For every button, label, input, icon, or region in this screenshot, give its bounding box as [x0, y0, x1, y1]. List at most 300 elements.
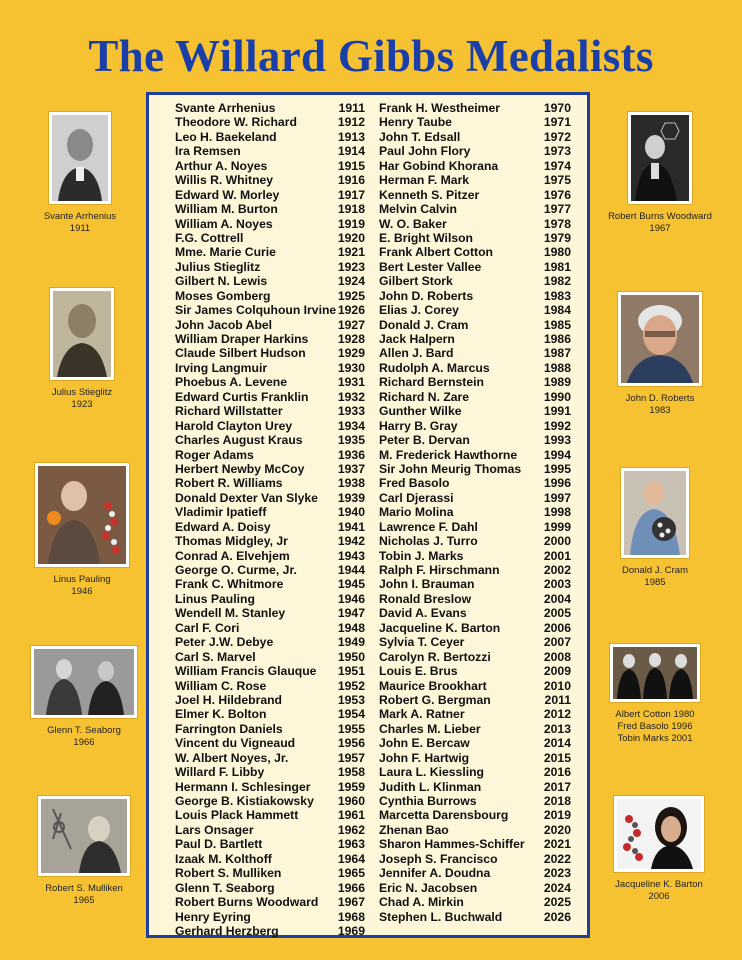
medalist-name: John Jacob Abel — [175, 317, 273, 332]
medalist-row — [379, 621, 571, 635]
medalist-year: 1966 — [337, 880, 365, 895]
medalist-row — [379, 217, 571, 231]
medalist-year: 1968 — [337, 909, 365, 924]
medalist-year: 1949 — [337, 635, 365, 650]
medalist-year: 1981 — [543, 259, 571, 274]
medalist-name: John T. Edsall — [379, 129, 461, 144]
medalist-year: 2018 — [543, 794, 571, 808]
medalist-name: Theodore W. Richard — [175, 115, 297, 130]
medalist-year: 1928 — [337, 332, 365, 346]
medalist-year: 1971 — [543, 115, 571, 130]
seaborg-photo-icon — [31, 646, 137, 718]
medalist-year: 1931 — [337, 375, 365, 390]
medalist-column-2 — [379, 101, 571, 924]
medalist-year: 1977 — [543, 202, 571, 217]
medalist-row — [379, 808, 571, 822]
medalist-row — [175, 808, 365, 822]
medalist-name: Henry Taube — [379, 115, 452, 130]
photo-caption: Julius Stieglitz 1923 — [51, 387, 113, 410]
medalist-year: 1912 — [337, 115, 365, 130]
medalist-row — [379, 606, 571, 620]
medalist-year: 1933 — [337, 404, 365, 419]
medalist-year: 2011 — [544, 692, 571, 707]
medalist-name: Mme. Marie Curie — [175, 245, 276, 260]
medalist-row — [379, 751, 571, 765]
medalist-name: Joseph S. Francisco — [379, 851, 498, 866]
medalist-year: 1962 — [337, 822, 365, 837]
medalist-name: Henry Eyring — [175, 909, 251, 924]
medalist-name: Donald J. Cram — [379, 317, 469, 332]
medalist-row — [379, 837, 571, 851]
medalist-name: Nicholas J. Turro — [379, 534, 478, 549]
medalist-name: Edward A. Doisy — [175, 519, 271, 534]
medalist-year: 2013 — [543, 721, 571, 736]
medalist-name: Melvin Calvin — [379, 202, 457, 217]
photo-card-cotton-basolo-marks — [596, 644, 714, 745]
medalist-row — [175, 520, 365, 534]
medalist-name: Mark A. Ratner — [379, 707, 465, 722]
medalist-row — [175, 289, 365, 303]
medalist-year: 1935 — [337, 433, 365, 448]
medalist-name: W. O. Baker — [379, 216, 447, 231]
medalist-row — [379, 534, 571, 548]
medalist-row — [175, 606, 365, 620]
medalist-name: Robert Burns Woodward — [175, 895, 319, 910]
medalist-year: 1983 — [543, 288, 571, 303]
medalist-year: 2021 — [543, 837, 571, 852]
page-title: The Willard Gibbs Medalists — [88, 31, 654, 81]
medalist-row — [175, 188, 365, 202]
medalist-year: 2019 — [543, 808, 571, 823]
medalist-row — [379, 130, 571, 144]
medalist-year: 1937 — [337, 461, 365, 476]
medalist-year: 1940 — [337, 505, 365, 520]
medalist-year: 1954 — [337, 707, 365, 722]
photo-caption: Linus Pauling 1946 — [53, 574, 111, 597]
medalist-year: 1980 — [543, 245, 571, 260]
medalist-name: Gerhard Herzberg — [175, 923, 279, 938]
medalist-year: 2025 — [543, 895, 571, 910]
medalist-row — [175, 577, 365, 591]
medalist-row — [175, 231, 365, 245]
medalist-name: Frank Albert Cotton — [379, 245, 493, 260]
medalist-row — [379, 462, 571, 476]
medalist-year: 1934 — [337, 418, 365, 433]
medalist-row — [175, 736, 365, 750]
medalist-name: John I. Brauman — [379, 577, 475, 592]
medalist-row — [379, 765, 571, 779]
medalist-year: 1956 — [337, 736, 365, 751]
medalist-row — [175, 245, 365, 259]
medalist-year: 2004 — [543, 591, 571, 606]
medalist-row — [379, 260, 571, 274]
photo-card-pauling — [32, 463, 132, 598]
medalist-name: Sylvia T. Ceyer — [379, 635, 465, 650]
medalist-row — [175, 260, 365, 274]
medalist-year: 1988 — [543, 360, 571, 375]
medalist-name: Frank H. Westheimer — [379, 101, 501, 115]
medalist-year: 1992 — [543, 418, 571, 433]
medalist-year: 1964 — [337, 851, 365, 866]
medalist-row — [175, 144, 365, 158]
photo-caption: Svante Arrhenius 1911 — [43, 211, 117, 234]
medalist-name: William Draper Harkins — [175, 332, 309, 346]
medalist-year: 1990 — [543, 389, 571, 404]
medalist-year: 2000 — [543, 534, 571, 549]
medalist-name: Sir John Meurig Thomas — [379, 461, 522, 476]
medalist-row — [379, 101, 571, 115]
medalist-year: 2016 — [543, 765, 571, 780]
medalist-name: Claude Silbert Hudson — [175, 346, 306, 361]
medalist-year: 1923 — [337, 259, 365, 274]
medalist-name: David A. Evans — [379, 606, 467, 621]
medalist-row — [175, 448, 365, 462]
medalist-name: Harold Clayton Urey — [175, 418, 293, 433]
medalist-year: 2022 — [543, 851, 571, 866]
medalist-name: Louis E. Brus — [379, 664, 458, 679]
medalist-year: 1987 — [543, 346, 571, 361]
medalist-row — [175, 722, 365, 736]
medalist-row — [379, 375, 571, 389]
medalist-name: F.G. Cottrell — [175, 230, 244, 245]
medalist-row — [379, 780, 571, 794]
medalist-name: Jack Halpern — [379, 332, 455, 346]
medalist-name: Farrington Daniels — [175, 721, 283, 736]
medalist-year: 1991 — [543, 404, 571, 419]
photo-card-roberts — [610, 292, 710, 417]
medalist-row — [379, 144, 571, 158]
medalist-year: 1959 — [337, 779, 365, 794]
medalist-year: 1926 — [337, 303, 365, 318]
medalist-name: Jacqueline K. Barton — [379, 620, 501, 635]
medalist-row — [175, 794, 365, 808]
medalist-row — [379, 693, 571, 707]
medalist-row — [379, 577, 571, 591]
medalist-year: 1982 — [543, 274, 571, 289]
medalist-column-1 — [175, 101, 365, 938]
medalist-row — [175, 881, 365, 895]
medalist-name: Carl Djerassi — [379, 490, 454, 505]
medalist-year: 1994 — [543, 447, 571, 462]
medalist-row — [175, 375, 365, 389]
medalist-row — [175, 866, 365, 880]
medalist-year: 2003 — [543, 577, 571, 592]
medalist-row — [175, 505, 365, 519]
medalist-name: Leo H. Baekeland — [175, 129, 277, 144]
photo-card-cram — [605, 468, 705, 589]
medalist-name: Glenn T. Seaborg — [175, 880, 275, 895]
medalist-row — [175, 346, 365, 360]
medalist-year: 2008 — [543, 649, 571, 664]
medalist-year: 2023 — [543, 866, 571, 881]
medalist-name: Irving Langmuir — [175, 360, 268, 375]
roberts-photo-icon — [618, 292, 702, 386]
medalist-year: 2017 — [543, 779, 571, 794]
medalist-name: Gilbert N. Lewis — [175, 274, 268, 289]
medalist-name: Chad A. Mirkin — [379, 895, 464, 910]
medalist-year: 1986 — [543, 332, 571, 346]
medalist-name: Izaak M. Kolthoff — [175, 851, 272, 866]
medalist-row — [379, 895, 571, 909]
medalist-row — [379, 563, 571, 577]
medalist-year: 1989 — [543, 375, 571, 390]
medalist-row — [379, 245, 571, 259]
medalist-year: 1997 — [543, 490, 571, 505]
medalist-name: E. Bright Wilson — [379, 230, 474, 245]
medalist-name: Judith L. Klinman — [379, 779, 482, 794]
medalist-year: 2009 — [543, 664, 571, 679]
medalist-name: Lawrence F. Dahl — [379, 519, 478, 534]
medalist-name: Edward W. Morley — [175, 187, 280, 202]
medalist-year: 2014 — [543, 736, 571, 751]
medalist-row — [379, 910, 571, 924]
medalist-row — [175, 635, 365, 649]
medalist-name: Fred Basolo — [379, 476, 450, 491]
medalist-row — [175, 621, 365, 635]
medalist-name: Robert R. Williams — [175, 476, 283, 491]
medalist-name: Herman F. Mark — [379, 173, 470, 188]
medalist-row — [175, 895, 365, 909]
medalist-name: Hermann I. Schlesinger — [175, 779, 311, 794]
group-photo-icon — [610, 644, 700, 702]
medalist-year: 1961 — [337, 808, 365, 823]
medalist-year: 1952 — [337, 678, 365, 693]
medalist-name: Louis Plack Hammett — [175, 808, 299, 823]
medalist-name: Richard Willstatter — [175, 404, 283, 419]
medalist-year: 1929 — [337, 346, 365, 361]
medalist-row — [175, 433, 365, 447]
medalist-row — [175, 303, 365, 317]
medalist-name: Rudolph A. Marcus — [379, 360, 490, 375]
medalist-row — [379, 202, 571, 216]
medalist-name: Richard N. Zare — [379, 389, 470, 404]
medalist-name: Phoebus A. Levene — [175, 375, 287, 390]
medalist-year: 1999 — [543, 519, 571, 534]
medalist-year: 1975 — [543, 173, 571, 188]
medalist-name: Kenneth S. Pitzer — [379, 187, 480, 202]
medalist-name: Peter J.W. Debye — [175, 635, 274, 650]
medalist-name: Roger Adams — [175, 447, 254, 462]
medalist-name: John D. Roberts — [379, 288, 474, 303]
medalist-name: John E. Bercaw — [379, 736, 470, 751]
medalist-row — [379, 361, 571, 375]
medalist-row — [175, 549, 365, 563]
photo-caption: Robert Burns Woodward 1967 — [608, 211, 712, 234]
medalist-name: Laura L. Kiessling — [379, 765, 484, 780]
medalist-name: Richard Bernstein — [379, 375, 484, 390]
medalist-year: 2010 — [543, 678, 571, 693]
photo-caption: Robert S. Mulliken 1965 — [45, 883, 123, 906]
photo-caption: Donald J. Cram 1985 — [622, 565, 688, 588]
medalist-row — [175, 650, 365, 664]
medalist-year: 1995 — [543, 461, 571, 476]
medalist-name: Moses Gomberg — [175, 288, 271, 303]
medalist-row — [379, 433, 571, 447]
medalist-year: 1915 — [337, 158, 365, 173]
photo-card-seaborg — [28, 646, 140, 749]
medalist-row — [175, 765, 365, 779]
medalist-year: 1958 — [337, 765, 365, 780]
medalist-name: Gunther Wilke — [379, 404, 462, 419]
medalist-year: 1914 — [337, 144, 365, 159]
medalist-year: 1939 — [337, 490, 365, 505]
medalist-row — [175, 910, 365, 924]
medalist-year: 1936 — [337, 447, 365, 462]
arrhenius-photo-icon — [49, 112, 111, 204]
medalist-row — [379, 318, 571, 332]
medalist-row — [379, 794, 571, 808]
medalist-year: 2012 — [543, 707, 571, 722]
medalist-row — [175, 823, 365, 837]
medalist-name: Allen J. Bard — [379, 346, 454, 361]
medalist-year: 2006 — [543, 620, 571, 635]
photo-card-stieglitz — [30, 288, 134, 411]
medalist-row — [175, 404, 365, 418]
medalist-year: 1948 — [337, 620, 365, 635]
medalist-name: Gilbert Stork — [379, 274, 453, 289]
medalist-name: Conrad A. Elvehjem — [175, 548, 290, 563]
medalist-row — [175, 563, 365, 577]
medalist-year: 1996 — [543, 476, 571, 491]
medalist-name: Paul John Flory — [379, 144, 471, 159]
medalist-name: Ronald Breslow — [379, 591, 472, 606]
medalist-name: John F. Hartwig — [379, 750, 470, 765]
photo-card-mulliken — [34, 796, 134, 907]
medalist-name: Vincent du Vigneaud — [175, 736, 296, 751]
medalist-name: Elmer K. Bolton — [175, 707, 267, 722]
medalist-name: Frank C. Whitmore — [175, 577, 284, 592]
medalist-row — [379, 390, 571, 404]
medalist-row — [379, 289, 571, 303]
medalist-year: 1950 — [337, 649, 365, 664]
medalist-year: 1945 — [337, 577, 365, 592]
medalist-name: Mario Molina — [379, 505, 454, 520]
medalist-name: Harry B. Gray — [379, 418, 458, 433]
medalist-row — [379, 303, 571, 317]
medalist-row — [175, 592, 365, 606]
medalist-name: Lars Onsager — [175, 822, 254, 837]
medalist-name: Vladimir Ipatieff — [175, 505, 267, 520]
medalist-name: Carl S. Marvel — [175, 649, 256, 664]
medalist-row — [175, 780, 365, 794]
medalist-row — [379, 505, 571, 519]
medalist-year: 1943 — [337, 548, 365, 563]
medalist-year: 1942 — [337, 534, 365, 549]
medalist-year: 1951 — [337, 664, 365, 679]
medalist-row — [379, 664, 571, 678]
medalist-year: 2007 — [543, 635, 571, 650]
medalist-name: Edward Curtis Franklin — [175, 389, 309, 404]
medalist-row — [379, 866, 571, 880]
medalist-name: Ralph F. Hirschmann — [379, 563, 500, 577]
medalist-year: 1976 — [543, 187, 571, 202]
medalist-name: Zhenan Bao — [379, 822, 449, 837]
medalist-row — [379, 549, 571, 563]
medalist-year: 1985 — [543, 317, 571, 332]
medalist-year: 1998 — [543, 505, 571, 520]
medalist-year: 2002 — [543, 563, 571, 577]
medalist-row — [379, 679, 571, 693]
medalist-row — [175, 101, 365, 115]
medalist-name: Robert S. Mulliken — [175, 866, 282, 881]
medalist-year: 1924 — [337, 274, 365, 289]
medalist-list-panel — [146, 92, 590, 938]
medalist-name: Linus Pauling — [175, 591, 255, 606]
medalist-year: 1917 — [337, 187, 365, 202]
photo-card-woodward — [594, 112, 726, 235]
medalist-name: Robert G. Bergman — [379, 692, 491, 707]
medalist-name: Willis R. Whitney — [175, 173, 274, 188]
photo-caption: John D. Roberts 1983 — [625, 393, 695, 416]
medalist-row — [175, 924, 365, 938]
medalist-row — [175, 217, 365, 231]
medalist-name: Julius Stieglitz — [175, 259, 261, 274]
medalist-name: Carl F. Cori — [175, 620, 240, 635]
medalist-year: 1946 — [337, 591, 365, 606]
photo-card-arrhenius — [30, 112, 130, 235]
medalist-year: 1963 — [337, 837, 365, 852]
medalist-name: George O. Curme, Jr. — [175, 563, 297, 577]
medalist-row — [175, 159, 365, 173]
medalist-row — [379, 419, 571, 433]
medalist-row — [379, 707, 571, 721]
medalist-row — [379, 115, 571, 129]
medalist-name: Elias J. Corey — [379, 303, 459, 318]
medalist-year: 1930 — [337, 360, 365, 375]
medalist-row — [175, 274, 365, 288]
medalist-row — [175, 361, 365, 375]
medalist-row — [175, 173, 365, 187]
medalist-year: 1920 — [337, 230, 365, 245]
medalist-row — [379, 635, 571, 649]
medalist-year: 1938 — [337, 476, 365, 491]
photo-card-barton — [604, 796, 714, 903]
medalist-name: Carolyn R. Bertozzi — [379, 649, 491, 664]
medalist-name: Thomas Midgley, Jr — [175, 534, 288, 549]
medalist-row — [175, 202, 365, 216]
medalist-name: William Francis Glauque — [175, 664, 317, 679]
medalist-year: 2015 — [543, 750, 571, 765]
medalist-year: 1974 — [543, 158, 571, 173]
medalist-row — [379, 650, 571, 664]
medalist-row — [175, 679, 365, 693]
medalist-row — [379, 592, 571, 606]
medalist-row — [175, 476, 365, 490]
medalist-year: 1960 — [337, 794, 365, 808]
medalist-name: William C. Rose — [175, 678, 267, 693]
medalist-year: 1927 — [337, 317, 365, 332]
medalist-year: 2005 — [543, 606, 571, 621]
medalist-name: Wendell M. Stanley — [175, 606, 286, 621]
medalist-name: William A. Noyes — [175, 216, 273, 231]
medalist-row — [175, 115, 365, 129]
medalist-row — [379, 491, 571, 505]
medalist-name: M. Frederick Hawthorne — [379, 447, 518, 462]
medalist-name: Har Gobind Khorana — [379, 158, 499, 173]
woodward-photo-icon — [628, 112, 692, 204]
medalist-row — [379, 332, 571, 346]
medalist-name: George B. Kistiakowsky — [175, 794, 314, 808]
medalist-name: Donald Dexter Van Slyke — [175, 490, 318, 505]
medalist-row — [379, 173, 571, 187]
medalist-name: Peter B. Dervan — [379, 433, 470, 448]
medalist-year: 1972 — [543, 129, 571, 144]
medalist-name: Svante Arrhenius — [175, 101, 276, 115]
medalist-row — [379, 852, 571, 866]
medalist-year: 1984 — [543, 303, 571, 318]
medalist-year: 1993 — [543, 433, 571, 448]
medalist-year: 2026 — [543, 909, 571, 924]
